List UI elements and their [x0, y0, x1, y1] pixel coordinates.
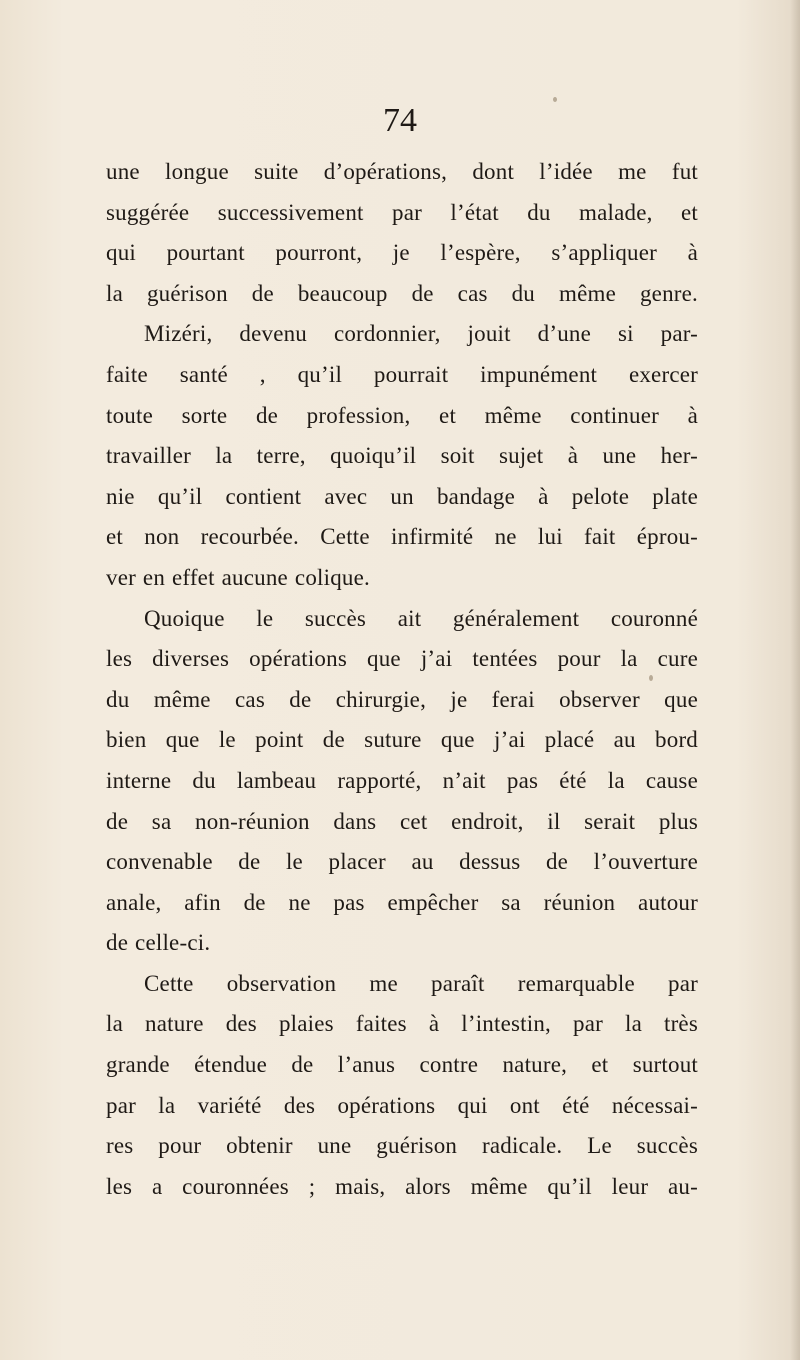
text-line: de sa non-réunion dans cet endroit, il serait plus [106, 808, 698, 834]
body-text [106, 152, 698, 1207]
text-line: par la variété des opérations qui ont été nécessai- [106, 1092, 698, 1118]
text-line: anale, afin de ne pas empêcher sa réunion autour [106, 889, 698, 915]
text-line: nie qu’il contient avec un bandage à pelote plate [106, 483, 698, 509]
text-line: de celle-ci. [106, 930, 211, 956]
text-line: une longue suite d’opérations, dont l’idée me fut [106, 159, 698, 184]
text-line: les diverses opérations que j’ai tentées pour la cure [106, 646, 698, 672]
text-line: du même cas de chirurgie, je ferai observer que [106, 686, 698, 712]
text-line: Quoique le succès ait généralement couronné [144, 605, 698, 631]
text-line: suggérée successivement par l’état du malade, et [106, 199, 698, 225]
text-line: ver en effet aucune colique. [106, 564, 370, 590]
page-edge-shadow [790, 0, 800, 1360]
text-line: interne du lambeau rapporté, n’ait pas été la cause [106, 767, 698, 793]
text-line: la nature des plaies faites à l’intestin, par la très [106, 1011, 698, 1037]
text-line: les a couronnées ; mais, alors même qu’il leur au- [106, 1173, 698, 1199]
text-line: toute sorte de profession, et même continuer à [106, 402, 698, 428]
text-line: Cette observation me paraît remarquable par [144, 970, 698, 996]
page-speck [553, 97, 557, 102]
text-line: convenable de le placer au dessus de l’ouverture [106, 849, 698, 875]
page-number: 74 [383, 102, 417, 139]
text-line: faite santé , qu’il pourrait impunément exercer [106, 361, 698, 387]
text-line: et non recourbée. Cette infirmité ne lui fait éprou- [106, 524, 698, 550]
text-line: travailler la terre, quoiqu’il soit sujet à une her- [106, 443, 698, 469]
text-line: res pour obtenir une guérison radicale. Le succès [106, 1133, 698, 1159]
text-line: grande étendue de l’anus contre nature, et surtout [106, 1052, 698, 1078]
text-line: Mizéri, devenu cordonnier, jouit d’une si par- [144, 321, 698, 347]
text-line: qui pourtant pourront, je l’espère, s’appliquer à [106, 240, 698, 266]
text-line: bien que le point de suture que j’ai placé au bord [106, 727, 698, 753]
text-line: la guérison de beaucoup de cas du même genre. [106, 280, 698, 306]
